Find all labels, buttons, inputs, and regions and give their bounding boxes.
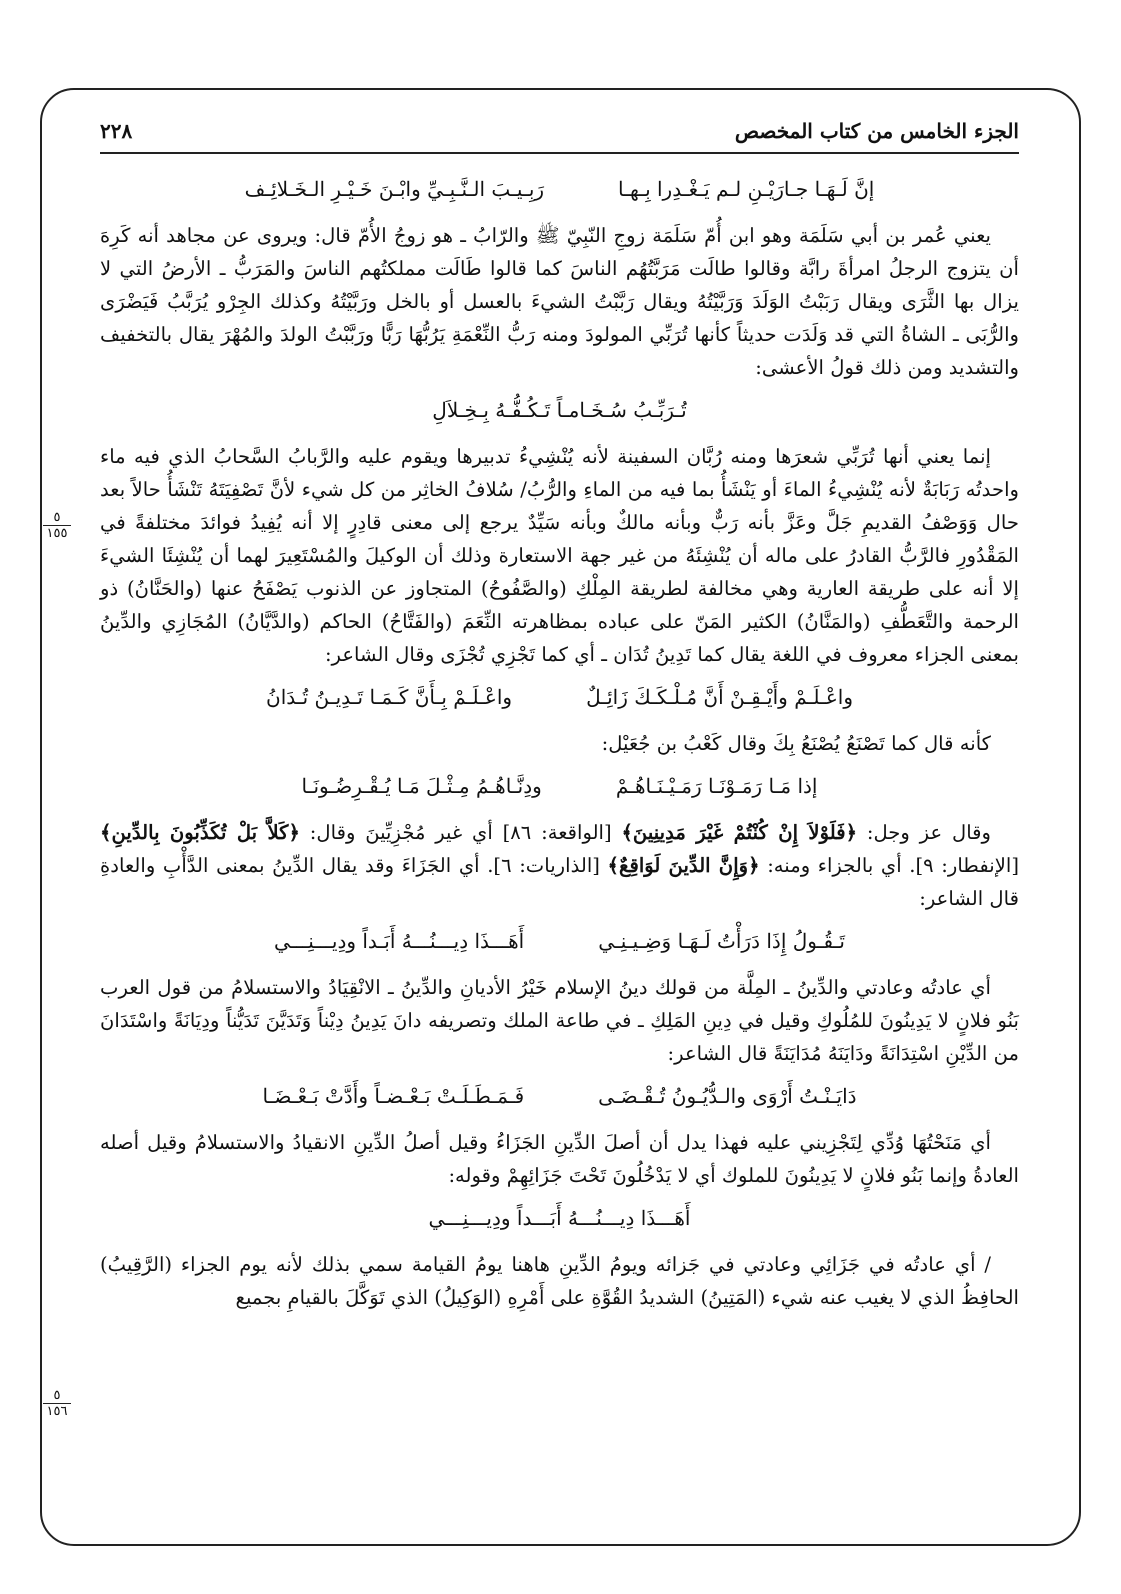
paragraph: أي مَنَحْتُهَا وُدِّي لِتَجْزِيني عليه فهذا يدل أن أصلَ الدِّينِ الجَزَاءُ وقيل أصلُ الدِّينِ الانقيادُ والاستسلامُ وقيل أصله العادةُ وإنما بَنُو فلانٍ لا يَدِينُونَ للملوك أي لا يَدْخُلُونَ تَحْتَ جَزَائِهِمْ وقوله: [100,1131,1019,1187]
paragraph: أي عادتُه وعادتي والدِّينُ ـ المِلَّة من قولك دينُ الإسلام خَيْرُ الأديانِ والدِّينُ ـ الانْقِيَادُ والاستسلامُ من قول العرب بَنُو فلانٍ لا يَدِينُونَ للمُلُوكِ وقيل في دِينِ المَلِكِ ـ في طاعة الملك وتصريفه دانَ يَدِينُ دِيْناً وَتَدَيَّنَ تَدَيُّناً ودِيَانَةً واسْتَدَانَ من الدِّيْنِ اسْتِدَانَةً ودَايَنَهُ مُدَايَنَةً قال الشاعر: [100,976,1019,1065]
paragraph: إنما يعني أنها تُرَبِّي شعرَها ومنه رُبَّان السفينة لأنه يُنْشِيءُ تدبيرها ويقوم عليه والرَّبابُ السَّحابُ الذي فيه ماء واحدتُه رَبَابَةٌ لأنه يُنْشِيءُ الماءَ أو يَنْشَأُ بما فيه من الماءِ والرُّبُ/ سُلافُ الخاثِر من كل شيء لأنَّ تَصْفِيَتَهُ تَنْشَأُ حالاً بعد حال وَوَصْفُ القديمِ جَلَّ وعَزَّ بأنه رَبٌّ وبأنه مالكٌ وبأنه سَيِّدٌ يرجع إلى معنى قادِرٍ إلا أنه يُفِيدُ فوائدَ مختلفةً في المَقْدُورِ فالرَّبُّ القادرُ على ماله أن يُنْشِئَهُ من غير جهة الاستعارة وذلك أن الوكيلَ والمُسْتَعِيرَ لهما أن يُنْشِئَا الشيءَ إلا أنه على طريقة العارية وهي مخالفة لطريقة المِلْكِ (والصَّفُوحُ) المتجاوز عن الذنوب يَصْفَحُ عنها (والحَنَّانُ) ذو الرحمة والتَّعَطُّفِ (والمَنَّانُ) الكثير المَنّ على عباده بمظاهرته النِّعَمَ (والفَتَّاحُ) الحاكم (والدَّيَّانُ) المُجَازِي والدِّينُ بمعنى الجزاء معروف في اللغة يقال كما تَدِينُ تُدَان ـ أي كما تَجْزِي تُجْزَى وقال الشاعر: [100,445,1019,666]
paragraph-text: وقال عز وجل: [866,821,991,844]
verse-second-hemistich: فَـمَـطَـلَـتْ بَـعْـضـاً وأَدَّتْ بَـعْـضَـا [262,1084,525,1108]
verse-first-hemistich: تَـقُـولُ إِذَا دَرَأْتُ لَـهَـا وَضِـيـنِـي [598,929,845,953]
verse-second-hemistich: أَهَـــذَا دِيـــنُـــهُ أَبَـداً ودِيـــنِـــي [274,929,525,953]
verse-second-hemistich: واعْـلَـمْ بِـأَنَّ كَـمَـا تَـدِيـنُ تُـدَانُ [266,685,513,709]
verse [100,172,1019,206]
header-divider [100,152,1019,154]
paragraph: / أي عادتُه في جَزَائِي وعادتي في جَزائه ويومُ الدِّينِ هاهنا يومُ القيامة سمي بذلك لأنه يوم الجزاء (الرَّقِيبُ) الحافِظُ الذي لا يغيب عنه شيء (المَتِينُ) الشديدُ القُوَّةِ على أَمْرِهِ (الوَكِيلُ) الذي تَوَكَّلَ بالقيامِ بجميع [100,1253,1019,1309]
margin-note [37,1388,77,1419]
page-title: الجزء الخامس من كتاب المخصص [734,119,1019,143]
verse-second-hemistich: رَبِـيـبَ الـنَّـبِـيِّ وابْـنَ خَـيْـرِ الـخَـلائِـف [244,177,545,201]
paragraph [100,816,1019,915]
verse-line: تُـرَبِّـبُ سُـخَـامـاً تَـكُـفُّـهُ بِـخِـلاَلِ [432,398,687,422]
verse [100,924,1019,958]
verse [100,1079,1019,1113]
main-text [100,168,1019,1323]
margin-note-top: ٥ [53,1388,61,1403]
paragraph-text: [الواقعة: ٨٦] أي غير مُجْزِيِّينَ وقال: [309,821,612,844]
verse [100,393,1019,427]
margin-note-top: ٥ [53,510,61,525]
paragraph: كأنه قال كما تَصْنَعُ يُصْنَعُ بِكَ وقال كَعْبُ بن جُعَيْل: [601,732,991,755]
verse-first-hemistich: إذا مَـا رَمَـوْنَـا رَمَـيْـنَـاهُـمْ [615,774,818,798]
verse [100,680,1019,714]
verse-first-hemistich: إنَّ لَـهَـا جـارَيْـنِ لـم يَـغْـدِرا بِـهـا [618,177,875,201]
quran-quote: ﴿وَإِنَّ الدِّينَ لَوَاقِعٌ﴾ [607,854,760,877]
paragraph-text: [الإنفطار: ٩]. أي بالجزاء ومنه: [767,854,1020,877]
verse-second-hemistich: ودِنَّـاهُـمُ مِـثْـلَ مَـا يُـقْـرِضُـونَـا [301,774,542,798]
running-header [100,112,1019,150]
verse [100,1201,1019,1235]
paragraph-text: [الذاريات: ٦]. أي الجَزَاءَ وقد يقال الدِّينُ بمعنى الدَّأْبِ والعادةِ قال الشاعر: [100,854,1019,910]
quran-quote: ﴿كَلاَّ بَلْ تُكَذِّبُونَ بِالدِّينِ﴾ [100,821,300,844]
verse-line: أَهَـــذَا دِيـــنُـــهُ أَبَـــداً ودِيـــنِـــي [428,1206,691,1230]
margin-note-bottom: ١٥٥ [43,525,71,541]
paragraph: يعني عُمر بن أبي سَلَمَة وهو ابن أُمّ سَلَمَة زوجِ النّبِيّ ﷺ والرّابُ ـ هو زوجُ الأُمّ قال: ويروى عن مجاهد أنه كَرِهَ أن يتزوج الرجلُ امرأةَ رابَّة وقالوا طالَت مَرَبَّتُهُم الناسَ كما قالوا طَالَت مملكتُهم الناسَ والمَرَبُّ ـ الأرضُ التي لا يزال بها الثَّرَى ويقال رَبَبْتُ الوَلَدَ وَرَبَّيْتُهُ ويقال رَبَّبْتُ الشيءَ بالعسل أو بالخل ورَبَّيْتُهُ وكذلك الجِرْو يُرَبَّبُ فَيَضْرَى والرُّبَى ـ الشاةُ التي قد وَلَدَت حديثاً كأنها تُرَبِّي المولودَ ومنه رَبُّ النِّعْمَةِ يَرُبُّهَا رَبًّا ورَبَّبْتُ الولدَ والمُهْرَ يقال بالتخفيف والتشديد ومن ذلك قولُ الأعشى: [100,224,1019,379]
quran-quote: ﴿فَلَوْلاَ إِنْ كُنْتُمْ غَيْرَ مَدِينِينَ﴾ [621,821,858,844]
page-number: ٢٢٨ [100,119,133,143]
margin-note-bottom: ١٥٦ [43,1403,71,1419]
verse [100,769,1019,803]
margin-note [37,510,77,541]
verse-first-hemistich: دَايَـنْـتُ أَرْوَى والـدُّيُـونُ تُـقْـضَـى [598,1084,857,1108]
verse-first-hemistich: واعْـلَـمْ وأَيْـقِـنْ أَنَّ مُـلْـكَـكَ زَائِـلٌ [586,685,853,709]
